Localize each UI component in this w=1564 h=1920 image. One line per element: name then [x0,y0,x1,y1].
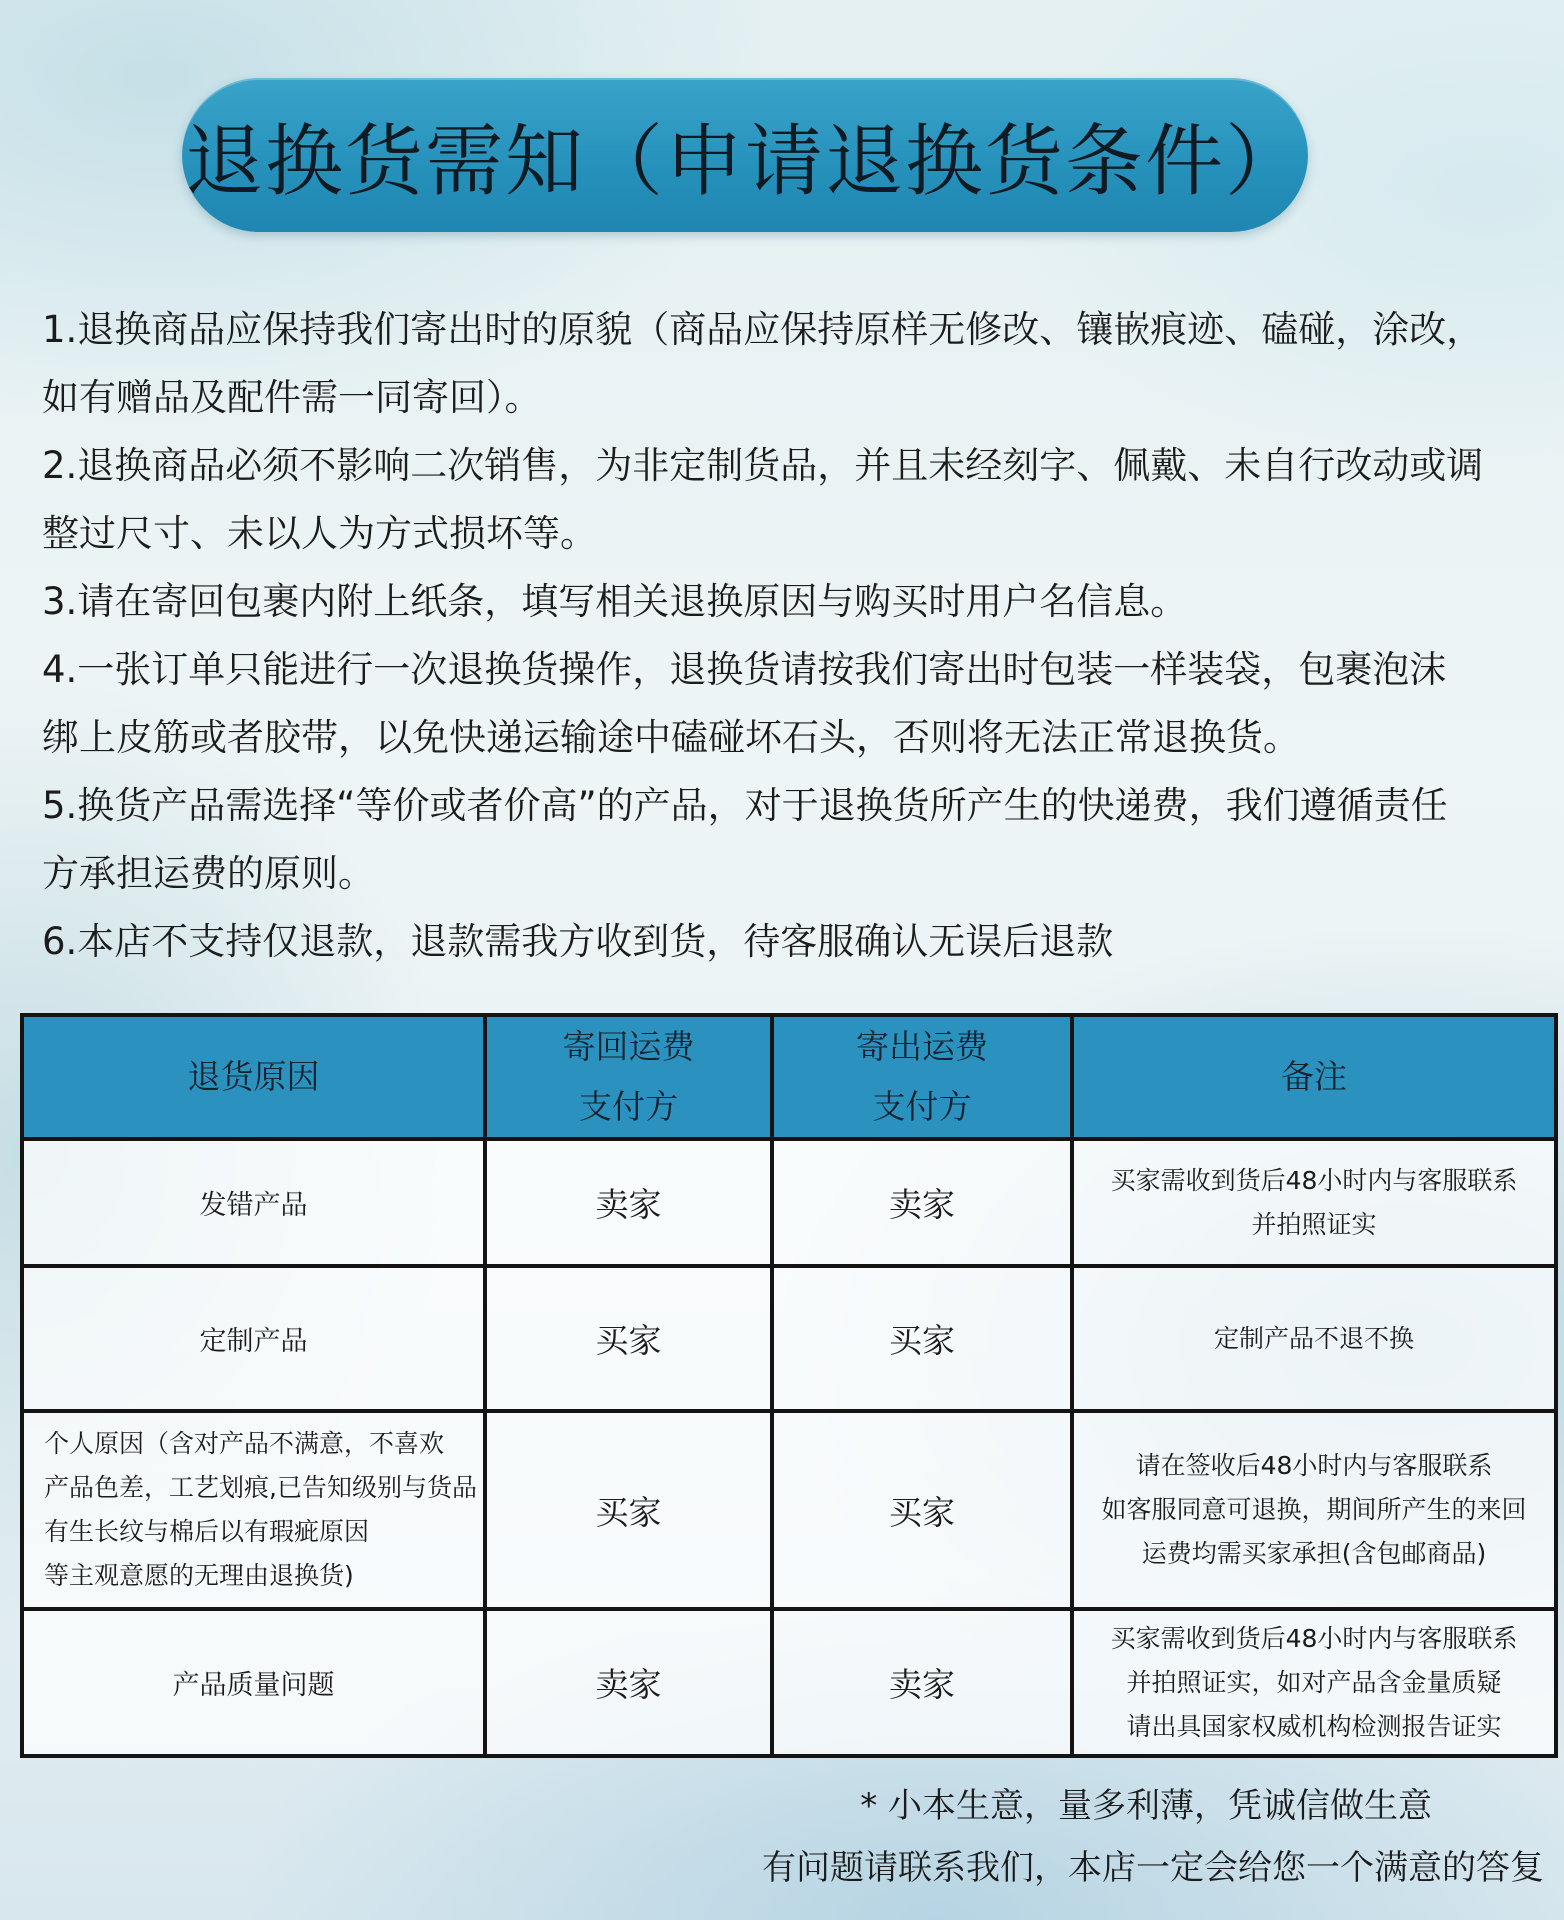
footer-notice [762,1775,1544,1899]
table-row [22,1139,1556,1266]
rule-item-4 [42,636,1542,772]
reason-cell: 产品质量问题 [22,1609,485,1756]
header-note: 备注 [1072,1015,1556,1139]
rule-item-1 [42,296,1542,432]
rule-line: 如有赠品及配件需一同寄回）。 [42,376,542,419]
header-send-fee: 寄出运费 支付方 [772,1015,1072,1139]
table-header-row [22,1015,1556,1139]
page-title: 退换货需知（申请退换货条件） [184,117,1305,207]
rule-line: 3.请在寄回包裹内附上纸条，填写相关退换原因与购买时用户名信息。 [42,580,1188,623]
note-cell: 买家需收到货后48小时内与客服联系 并拍照证实 [1072,1139,1556,1266]
note-cell: 定制产品不退不换 [1072,1266,1556,1411]
rule-item-3 [42,568,1542,636]
note-cell: 买家需收到货后48小时内与客服联系 并拍照证实，如对产品含金量质疑 请出具国家权威机构检测报告证实 [1072,1609,1556,1756]
rules-list [42,296,1542,976]
return-fee-cell: 买家 [485,1266,772,1411]
rule-line: 2.退换商品必须不影响二次销售，为非定制货品，并且未经刻字、佩戴、未自行改动或调 [42,444,1484,487]
return-fee-cell: 卖家 [485,1609,772,1756]
title-banner [182,78,1308,232]
rule-line: 4.一张订单只能进行一次退换货操作，退换货请按我们寄出时包装一样装袋，包裹泡沫 [42,648,1447,691]
reason-cell: 发错产品 [22,1139,485,1266]
rule-line: 5.换货产品需选择“等价或者价高”的产品，对于退换货所产生的快递费，我们遵循责任 [42,784,1448,827]
rule-line: 方承担运费的原则。 [42,852,375,895]
header-reason: 退货原因 [22,1015,485,1139]
header-return-fee: 寄回运费 支付方 [485,1015,772,1139]
table-row [22,1266,1556,1411]
rule-line: 整过尺寸、未以人为方式损坏等。 [42,512,597,555]
send-fee-cell: 卖家 [772,1139,1072,1266]
rule-item-5 [42,772,1542,908]
footer-line-1: * 小本生意，量多利薄，凭诚信做生意 [860,1786,1432,1826]
footer-line-2: 有问题请联系我们，本店一定会给您一个满意的答复 [762,1848,1544,1888]
reason-cell: 定制产品 [22,1266,485,1411]
rule-line: 绑上皮筋或者胶带，以免快递运输途中磕碰坏石头，否则将无法正常退换货。 [42,716,1300,759]
send-fee-cell: 买家 [772,1411,1072,1609]
table-row [22,1411,1556,1609]
send-fee-cell: 买家 [772,1266,1072,1411]
return-fee-cell: 买家 [485,1411,772,1609]
table-row [22,1609,1556,1756]
rule-line: 6.本店不支持仅退款，退款需我方收到货，待客服确认无误后退款 [42,920,1114,963]
send-fee-cell: 卖家 [772,1609,1072,1756]
return-fee-cell: 卖家 [485,1139,772,1266]
rule-item-2 [42,432,1542,568]
reason-cell: 个人原因（含对产品不满意，不喜欢 产品色差，工艺划痕,已告知级别与货品 有生长纹与棉后以有瑕疵原因 等主观意愿的无理由退换货) [22,1411,485,1609]
rule-line: 1.退换商品应保持我们寄出时的原貌（商品应保持原样无修改、镶嵌痕迹、磕碰，涂改， [42,308,1484,351]
note-cell: 请在签收后48小时内与客服联系 如客服同意可退换，期间所产生的来回 运费均需买家承担(含包邮商品) [1072,1411,1556,1609]
rule-item-6 [42,908,1542,976]
return-policy-table [20,1013,1558,1758]
